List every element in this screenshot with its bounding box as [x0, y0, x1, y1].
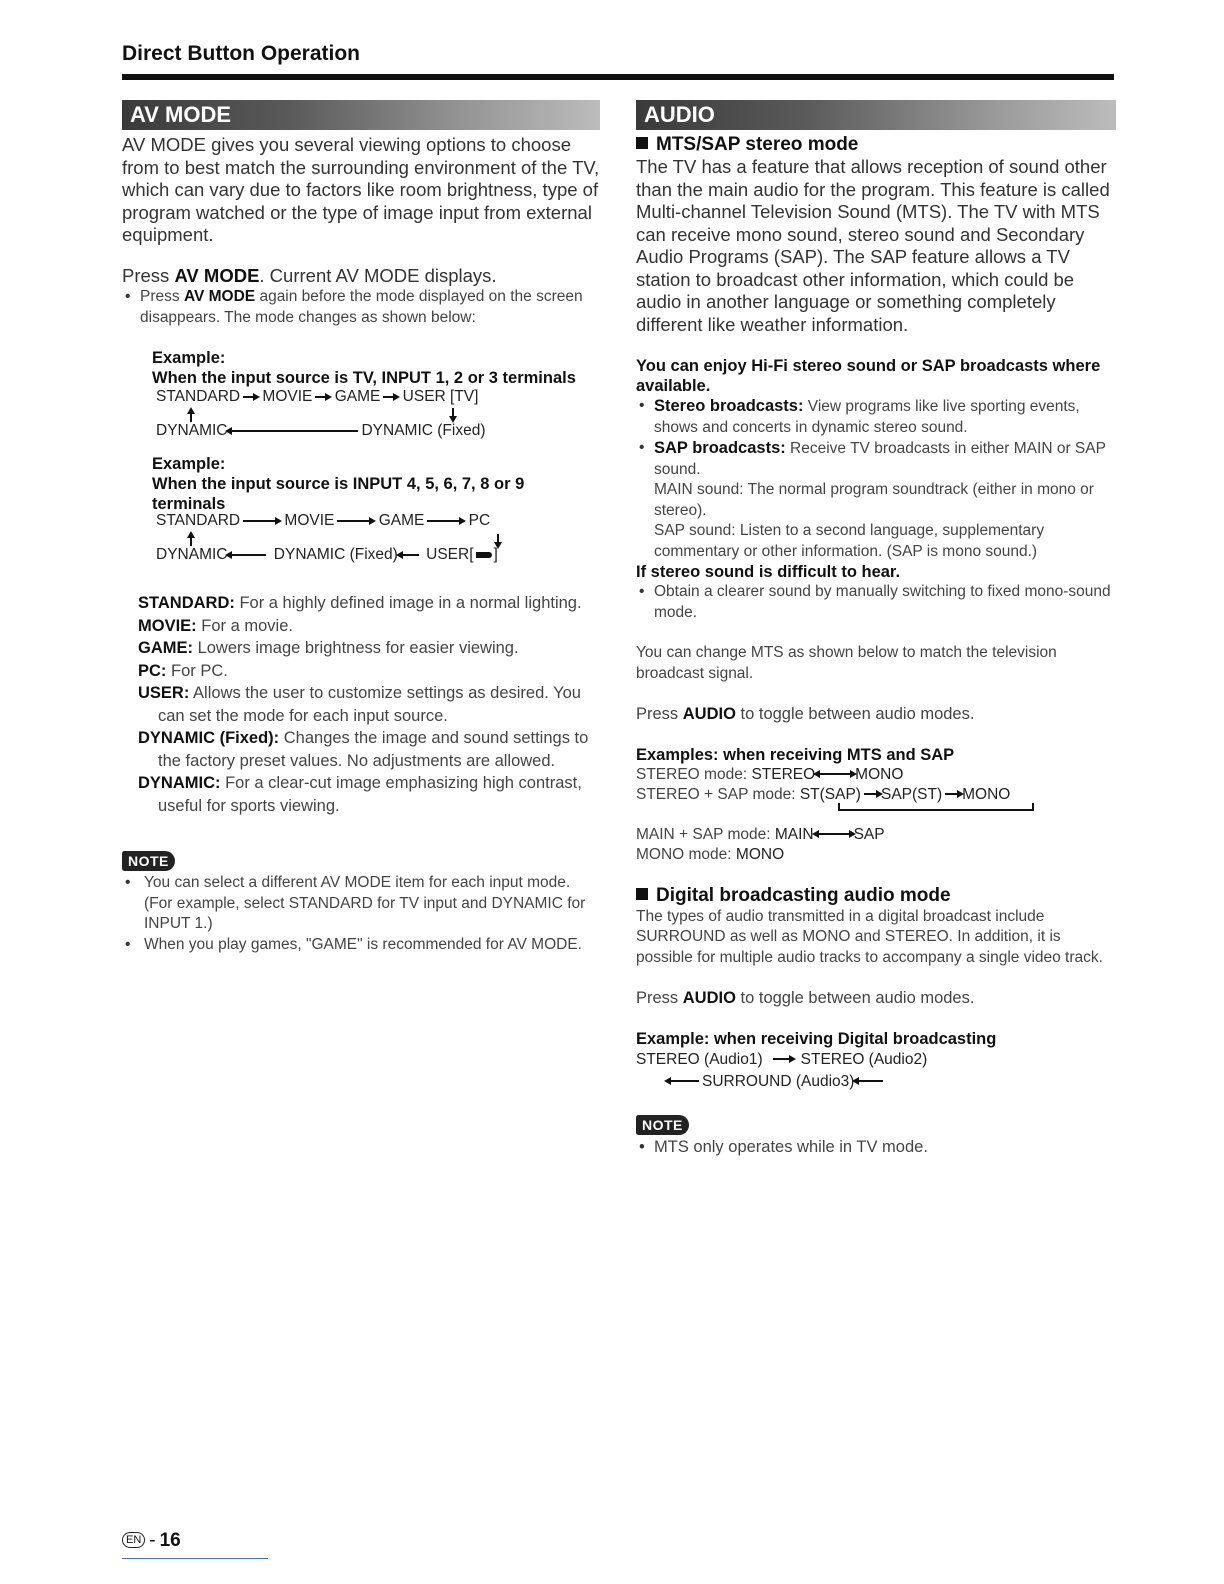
- definition-item: [122, 772, 600, 817]
- enjoy-heading: You can enjoy Hi-Fi stereo sound or SAP broadcasts where available.: [636, 357, 1101, 395]
- arrow-down-icon: [497, 534, 499, 544]
- press-bold: AV MODE: [174, 264, 260, 286]
- flow-dynamic: DYNAMIC: [156, 422, 228, 439]
- change-text: You can change MTS as shown below to match the television broadcast signal.: [636, 644, 1057, 682]
- stereo-sap-row: [636, 785, 1116, 805]
- definition-term: DYNAMIC (Fixed):: [138, 729, 280, 747]
- arrow-right-icon: [383, 396, 395, 398]
- flow-standard: STANDARD: [156, 512, 241, 529]
- definition-item: [122, 660, 600, 683]
- press-suffix: . Current AV MODE displays.: [259, 264, 497, 286]
- note-badge: NOTE: [636, 1115, 689, 1135]
- definition-term: DYNAMIC:: [138, 774, 221, 792]
- arrow-right-icon: [945, 793, 959, 795]
- arrow-up-icon: [190, 412, 192, 422]
- press2-bold: AUDIO: [682, 989, 736, 1007]
- flow-user: USER[: [426, 546, 474, 563]
- flow-standard: STANDARD: [156, 388, 241, 405]
- example-2: [152, 454, 600, 572]
- audio-note: [636, 1115, 1116, 1158]
- mode-definitions: [122, 592, 600, 817]
- stereo-sap-a: ST(SAP): [799, 785, 861, 803]
- arrow-left-icon: [401, 554, 419, 556]
- audio-banner: AUDIO: [636, 100, 1116, 130]
- definition-item: [122, 682, 600, 727]
- press-audio-2: [636, 988, 1116, 1009]
- audio-column: [636, 100, 1116, 1157]
- stereo-sap-c: MONO: [962, 785, 1011, 803]
- return-line: [838, 809, 1034, 811]
- digital-heading: [636, 885, 1116, 907]
- bullet-bold: AV MODE: [183, 288, 256, 305]
- press2-suffix: to toggle between audio modes.: [735, 989, 975, 1007]
- arrow-left-icon: [230, 554, 266, 556]
- stereo-mode-a: STEREO: [751, 765, 816, 783]
- page-footer: [122, 1530, 181, 1552]
- press1-bold: AUDIO: [682, 705, 736, 723]
- flow-dynamic-fixed: DYNAMIC (Fixed): [361, 422, 486, 439]
- av-mode-intro: AV MODE gives you several viewing options to choose from to best match the surrounding environment of the TV, which can vary due to factors like room brightness, type of program watched or the type of image input from external equipment.: [122, 134, 600, 245]
- definition-text: Changes the image and sound settings to the factory preset values. No adjustments are allowed.: [158, 729, 589, 770]
- language-badge-icon: EN: [122, 1532, 145, 1548]
- flow-movie: MOVIE: [262, 388, 313, 405]
- flow-movie: MOVIE: [284, 512, 335, 529]
- press1-suffix: to toggle between audio modes.: [735, 705, 975, 723]
- definition-term: PC:: [138, 661, 167, 680]
- title-rule: [122, 74, 1114, 80]
- return-line-end: [1032, 803, 1034, 811]
- definition-item: [122, 637, 600, 660]
- digital-flow-row-1: [636, 1049, 1116, 1071]
- main-sap-row: [636, 825, 1116, 845]
- note-item-1: • You can select a different AV MODE item for each input mode. (For example, select STANDARD for TV input and DYNAMIC for INPUT 1.): [122, 873, 600, 935]
- definition-term: GAME:: [138, 639, 193, 657]
- mts-heading: [636, 134, 1116, 156]
- arrow-both-icon: [817, 833, 851, 835]
- arrow-right-icon: [427, 520, 461, 522]
- digital-intro: The types of audio transmitted in a digital broadcast include SURROUND as well as MONO and STEREO. In addition, it is possible for multiple audio tracks to accompany a single video track.: [636, 907, 1103, 966]
- arrow-right-icon: [243, 520, 277, 522]
- user-memory-icon: [476, 552, 492, 558]
- av-mode-bullet: [122, 287, 600, 328]
- square-bullet-icon: [636, 888, 648, 900]
- stereo-sap-label: STEREO + SAP mode:: [636, 785, 800, 803]
- arrow-left-icon: [857, 1080, 883, 1082]
- mts-heading-text: MTS/SAP stereo mode: [656, 134, 859, 155]
- arrow-right-icon: [773, 1058, 791, 1060]
- main-sap-b: SAP: [853, 825, 885, 843]
- sap-text: Receive TV broadcasts in either MAIN or SAP sound.: [654, 440, 1106, 478]
- flow-audio1: STEREO (Audio1): [636, 1050, 763, 1068]
- sap-term: SAP broadcasts:: [654, 439, 786, 457]
- return-arrow-icon: [838, 803, 840, 811]
- av-mode-column: [122, 100, 600, 955]
- example-2-bottom-row: [156, 546, 498, 564]
- bullet-suffix: again before the mode displayed on the screen disappears. The mode changes as shown below:: [140, 288, 583, 326]
- arrow-left-icon: [669, 1080, 699, 1082]
- square-bullet-icon: [636, 137, 648, 149]
- mono-mode-label: MONO mode:: [636, 845, 736, 863]
- example-1-top-row: [156, 388, 478, 406]
- stereo-text: View programs like live sporting events, shows and concerts in dynamic stereo sound.: [654, 398, 1080, 436]
- stereo-mode-label: STEREO mode:: [636, 765, 752, 783]
- footer-rule: [122, 1558, 268, 1559]
- mts-intro: The TV has a feature that allows reception of sound other than the main audio for the program. This feature is called Multi-channel Television Sound (MTS). The TV with MTS can receive mono sound, stereo sound and Secondary Audio Programs (SAP). The SAP feature allows a TV station to broadcast other information, which could be audio in another language or something completely different like weather information.: [636, 156, 1110, 335]
- examples-heading: Examples: when receiving MTS and SAP: [636, 745, 955, 764]
- definition-item: [122, 727, 600, 772]
- flow-audio2: STEREO (Audio2): [800, 1050, 928, 1068]
- definition-term: USER:: [138, 684, 190, 702]
- note-item-2: • When you play games, "GAME" is recommended for AV MODE.: [122, 935, 600, 956]
- page-number: 16: [159, 1530, 181, 1551]
- definition-text: Allows the user to customize settings as desired. You can set the mode for each input source.: [158, 684, 581, 725]
- note-badge: NOTE: [122, 851, 175, 871]
- arrow-right-icon: [864, 793, 878, 795]
- mono-mode-a: MONO: [735, 845, 785, 863]
- flow-audio3: SURROUND (Audio3): [702, 1072, 855, 1090]
- example-2-condition: When the input source is INPUT 4, 5, 6, 7, 8 or 9 terminals: [152, 475, 525, 513]
- arrow-right-icon: [315, 396, 327, 398]
- arrow-up-icon: [190, 536, 192, 546]
- arrow-right-icon: [243, 396, 255, 398]
- definition-item: [122, 592, 600, 615]
- main-sap-a: MAIN: [774, 825, 814, 843]
- press1-prefix: Press: [636, 705, 683, 723]
- flow-dynamic-fixed: DYNAMIC (Fixed): [273, 546, 398, 563]
- definition-text: For a highly defined image in a normal lighting.: [234, 594, 582, 612]
- definition-text: For PC.: [166, 661, 228, 680]
- arrow-down-icon: [452, 408, 454, 418]
- sap-broadcasts: [636, 438, 1116, 480]
- example-2-top-row: [156, 512, 490, 530]
- bullet-prefix: Press: [140, 288, 184, 305]
- flow-user-close: ]: [493, 546, 498, 563]
- difficult-heading: If stereo sound is difficult to hear.: [636, 563, 901, 581]
- definition-term: MOVIE:: [138, 616, 197, 635]
- difficult-bullet: • Obtain a clearer sound by manually switching to fixed mono-sound mode.: [636, 582, 1116, 623]
- stereo-mode-row: [636, 765, 1116, 785]
- example-2-label: Example:: [152, 455, 226, 473]
- page-title: Direct Button Operation: [122, 42, 361, 65]
- flow-game: GAME: [378, 512, 425, 529]
- arrow-right-icon: [337, 520, 371, 522]
- definition-text: For a movie.: [196, 616, 293, 635]
- stereo-mode-b: MONO: [855, 765, 904, 783]
- sap-sound: SAP sound: Listen to a second language, supplementary commentary or other information. (SAP is mono sound.): [654, 522, 1045, 560]
- digital-heading-text: Digital broadcasting audio mode: [656, 884, 951, 906]
- stereo-broadcasts: [636, 396, 1116, 438]
- definition-text: Lowers image brightness for easier viewing.: [193, 639, 519, 657]
- example-1-condition: When the input source is TV, INPUT 1, 2 or 3 terminals: [152, 369, 576, 387]
- flow-dynamic: DYNAMIC: [156, 546, 228, 563]
- av-mode-press-line: [122, 265, 600, 288]
- footer-separator: -: [149, 1530, 156, 1551]
- mono-mode-row: [636, 845, 1116, 865]
- stereo-term: Stereo broadcasts:: [654, 397, 804, 415]
- arrow-left-icon: [230, 430, 358, 432]
- stereo-sap-b: SAP(ST): [880, 785, 943, 803]
- definition-term: STANDARD:: [138, 594, 235, 612]
- example-1-bottom-row: [156, 422, 486, 440]
- arrow-both-icon: [818, 773, 852, 775]
- main-sound: MAIN sound: The normal program soundtrack (either in mono or stereo).: [654, 481, 1094, 519]
- audio-note-item: • MTS only operates while in TV mode.: [636, 1137, 1116, 1158]
- digital-flow-row-2: [636, 1071, 1116, 1093]
- definition-text: For a clear-cut image emphasizing high contrast, useful for sports viewing.: [158, 774, 582, 815]
- av-mode-banner: AV MODE: [122, 100, 600, 130]
- press-prefix: Press: [122, 264, 175, 286]
- main-sap-label: MAIN + SAP mode:: [636, 825, 775, 843]
- press2-prefix: Press: [636, 989, 683, 1007]
- av-mode-note: [122, 851, 600, 955]
- flow-user: USER [TV]: [402, 388, 479, 405]
- flow-game: GAME: [334, 388, 381, 405]
- press-audio-1: [636, 704, 1116, 725]
- digital-example-heading: Example: when receiving Digital broadcasting: [636, 1029, 997, 1048]
- definition-item: [122, 615, 600, 638]
- example-1-label: Example:: [152, 349, 226, 367]
- flow-pc: PC: [468, 512, 491, 529]
- stereo-sap-block: [636, 785, 1116, 825]
- example-1: [152, 348, 600, 446]
